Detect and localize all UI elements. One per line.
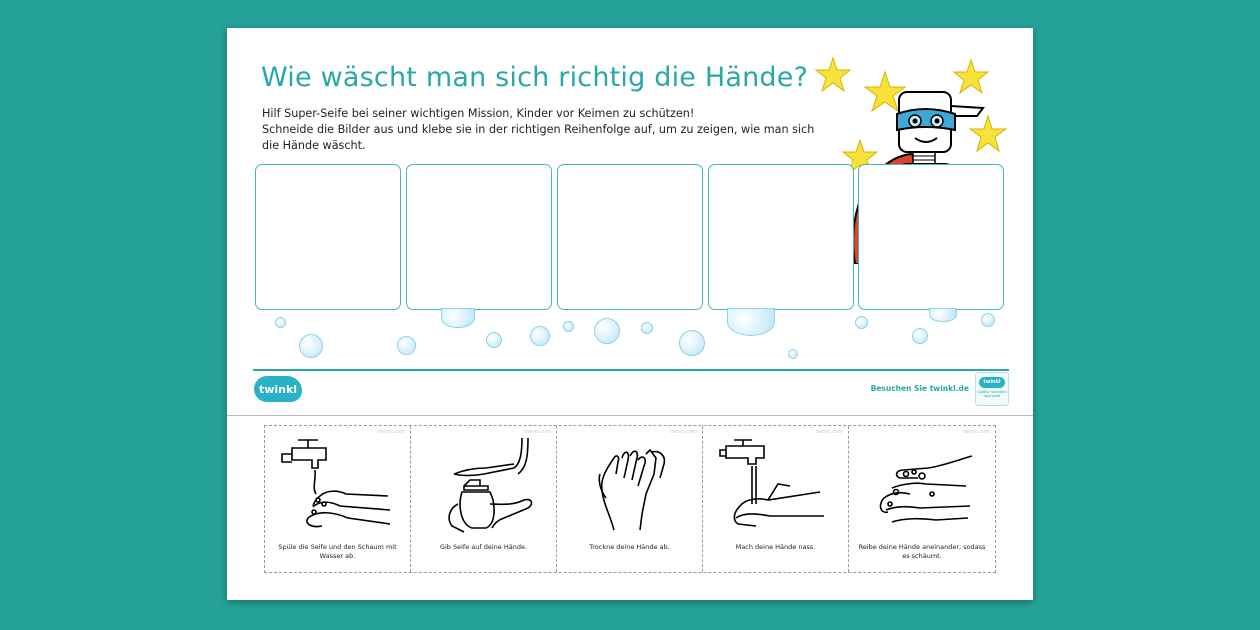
twinkl-logo: twinkl (254, 376, 302, 402)
bubble-icon (641, 322, 653, 334)
cutout-card-rub (849, 426, 995, 572)
worksheet-title: Wie wäscht man sich richtig die Hände? (261, 62, 809, 93)
instruction-line-1: Hilf Super-Seife bei seiner wichtigen Mission, Kinder vor Keimen zu schützen! (262, 107, 695, 120)
footer-rule (253, 369, 1009, 371)
answer-box-1 (255, 164, 401, 310)
bubble-icon (486, 332, 502, 348)
card-caption: Gib Seife auf deine Hände. (439, 543, 528, 551)
bubble-icon (299, 334, 323, 358)
bubble-icon (727, 308, 775, 336)
watermark: twinkl.com (962, 429, 990, 435)
badge-text: Quality Standard Approved (977, 390, 1007, 398)
star-icon (954, 60, 988, 93)
instructions (262, 106, 822, 154)
star-icon (816, 58, 850, 91)
rub-hands-icon (862, 434, 982, 538)
bubble-icon (912, 328, 928, 344)
soap-dispenser-icon (424, 434, 544, 538)
towel-dry-icon (570, 434, 690, 538)
answer-box-4 (708, 164, 854, 310)
bubble-icon (679, 330, 705, 356)
bubble-icon (397, 336, 416, 355)
rinse-hands-icon (278, 434, 398, 538)
card-caption: Mach deine Hände nass. (735, 543, 816, 551)
bubble-icon (275, 317, 286, 328)
cutout-card-dry (557, 426, 703, 572)
bubble-icon (981, 313, 995, 327)
instruction-line-2: Schneide die Bilder aus und klebe sie in der richtigen Reihenfolge auf, um zu zeigen, wie man sich die Hände wäscht. (262, 123, 815, 152)
watermark: twinkl.com (377, 429, 405, 435)
answer-box-2 (406, 164, 552, 310)
bubble-icon (530, 326, 550, 346)
bubble-icon (563, 321, 574, 332)
cutout-card-wet (703, 426, 849, 572)
cutout-strip (264, 425, 996, 573)
worksheet (227, 28, 1033, 600)
bubble-icon (441, 308, 475, 328)
badge-logo: twinkl (979, 377, 1005, 388)
bubble-icon (594, 318, 620, 344)
bubble-icon (788, 349, 798, 359)
bubble-icon (929, 308, 957, 322)
star-icon (970, 116, 1006, 151)
quality-badge (975, 372, 1009, 406)
answer-box-5 (858, 164, 1004, 310)
watermark: twinkl.com (815, 429, 843, 435)
wet-hands-icon (716, 434, 836, 538)
answer-box-3 (557, 164, 703, 310)
visit-link[interactable]: Besuchen Sie twinkl.de (870, 384, 969, 393)
card-caption: Spüle die Seife und den Schaum mit Wasser ab. (278, 543, 397, 560)
bubble-icon (855, 316, 868, 329)
cutout-card-soap (411, 426, 557, 572)
watermark: twinkl.com (669, 429, 697, 435)
card-caption: Trockne deine Hände ab. (589, 543, 670, 551)
cut-divider (227, 415, 1033, 416)
cutout-card-rinse (265, 426, 411, 572)
watermark: twinkl.com (523, 429, 551, 435)
card-caption: Reibe deine Hände aneinander, sodass es schäumt. (858, 543, 986, 560)
